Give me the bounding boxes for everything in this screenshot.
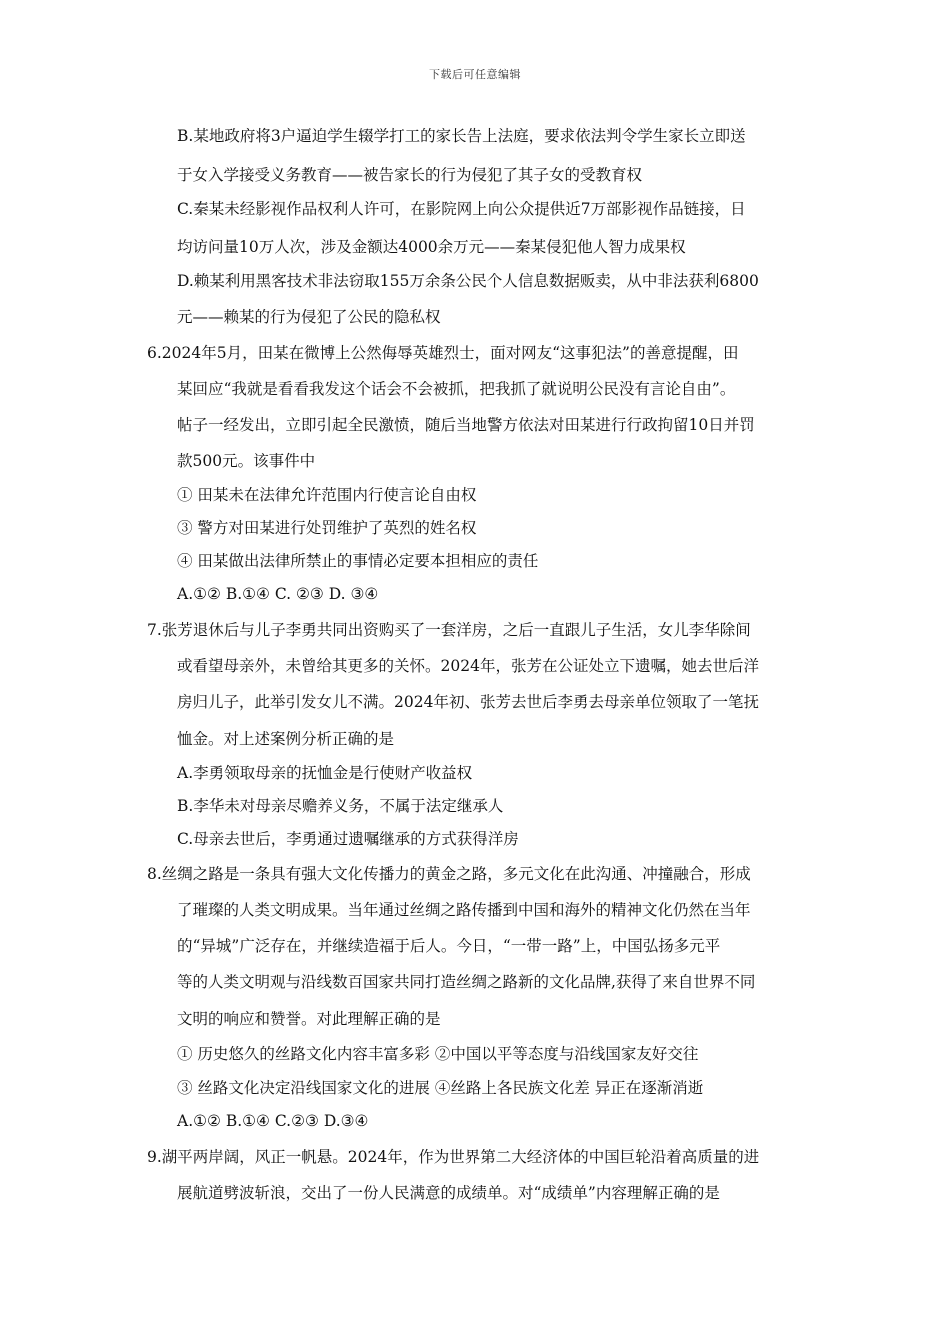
question-8-line1: 8.丝绸之路是一条具有强大文化传播力的黄金之路，多元文化在此沟通、冲撞融合，形成 [147, 865, 751, 883]
question-7-line3: 房归儿子，此举引发女儿不满。2024年初、张芳去世后李勇去母亲单位领取了一笔抚 [177, 693, 759, 711]
option-c-line1: C.秦某未经影视作品权利人许可，在影院网上向公众提供近7万部影视作品链接，日 [177, 200, 746, 218]
question-6-statement-3: ③ 警方对田某进行处罚维护了英烈的姓名权 [177, 519, 477, 537]
question-6-statement-1: ① 田某未在法律允许范围内行使言论自由权 [177, 486, 477, 504]
question-7-option-a: A.李勇领取母亲的抚恤金是行使财产收益权 [177, 764, 473, 782]
question-8-choices: A.①② B.①④ C.②③ D.③④ [177, 1112, 369, 1130]
question-7-option-b: B.李华未对母亲尽赡养义务，不属于法定继承人 [177, 797, 504, 815]
option-b-line2: 于女入学接受义务教育——被告家长的行为侵犯了其子女的受教育权 [177, 166, 643, 184]
question-6-line1: 6.2024年5月，田某在微博上公然侮辱英雄烈士，面对网友“这事犯法”的善意提醒，田 [147, 344, 739, 362]
question-7-line1: 7.张芳退休后与儿子李勇共同出资购买了一套洋房，之后一直跟儿子生活，女儿李华除间 [147, 621, 751, 639]
page-header: 下载后可任意编辑 [429, 68, 521, 81]
question-8-line5: 文明的响应和赞誉。对此理解正确的是 [177, 1010, 441, 1028]
option-d-line1: D.赖某利用黑客技术非法窃取155万余条公民个人信息数据贩卖，从中非法获利6800 [177, 272, 759, 290]
question-7-line2: 或看望母亲外，未曾给其更多的关怀。2024年，张芳在公证处立下遗嘱，她去世后洋 [177, 657, 759, 675]
question-8-line3: 的“异城”广泛存在，并继续造福于后人。今日，“一带一路”上，中国弘扬多元平 [177, 937, 721, 955]
question-9-line1: 9.湖平两岸阔，风正一帆悬。2024年，作为世界第二大经济体的中国巨轮沿着高质量的进 [147, 1148, 760, 1166]
question-6-line2: 某回应“我就是看看我发这个话会不会被抓，把我抓了就说明公民没有言论自由”。 [177, 380, 736, 398]
question-6-line4: 款500元。该事件中 [177, 452, 316, 470]
question-8-line2: 了璀璨的人类文明成果。当年通过丝绸之路传播到中国和海外的精神文化仍然在当年 [177, 901, 751, 919]
option-d-line2: 元——赖某的行为侵犯了公民的隐私权 [177, 308, 441, 326]
question-8-statements-1-2: ① 历史悠久的丝路文化内容丰富多彩 ②中国以平等态度与沿线国家友好交往 [177, 1045, 699, 1063]
option-b-line1: B.某地政府将3户逼迫学生辍学打工的家长告上法庭，要求依法判令学生家长立即送 [177, 127, 746, 145]
question-6-line3: 帖子一经发出，立即引起全民激愤，随后当地警方依法对田某进行行政拘留10日并罚 [177, 416, 755, 434]
question-7-line4: 恤金。对上述案例分析正确的是 [177, 730, 395, 748]
question-6-statement-4: ④ 田某做出法律所禁止的事情必定要本担相应的责任 [177, 552, 539, 570]
question-7-option-c: C.母亲去世后，李勇通过遗嘱继承的方式获得洋房 [177, 830, 519, 848]
option-c-line2: 均访问量10万人次，涉及金额达4000余万元——秦某侵犯他人智力成果权 [177, 238, 686, 256]
question-6-choices: A.①② B.①④ C. ②③ D. ③④ [177, 585, 379, 603]
question-8-line4: 等的人类文明观与沿线数百国家共同打造丝绸之路新的文化品牌,获得了来自世界不同 [177, 973, 756, 991]
question-9-line2: 展航道劈波斩浪，交出了一份人民满意的成绩单。对“成绩单”内容理解正确的是 [177, 1184, 720, 1202]
question-8-statements-3-4: ③ 丝路文化决定沿线国家文化的进展 ④丝路上各民族文化差 异正在逐渐消逝 [177, 1079, 704, 1097]
